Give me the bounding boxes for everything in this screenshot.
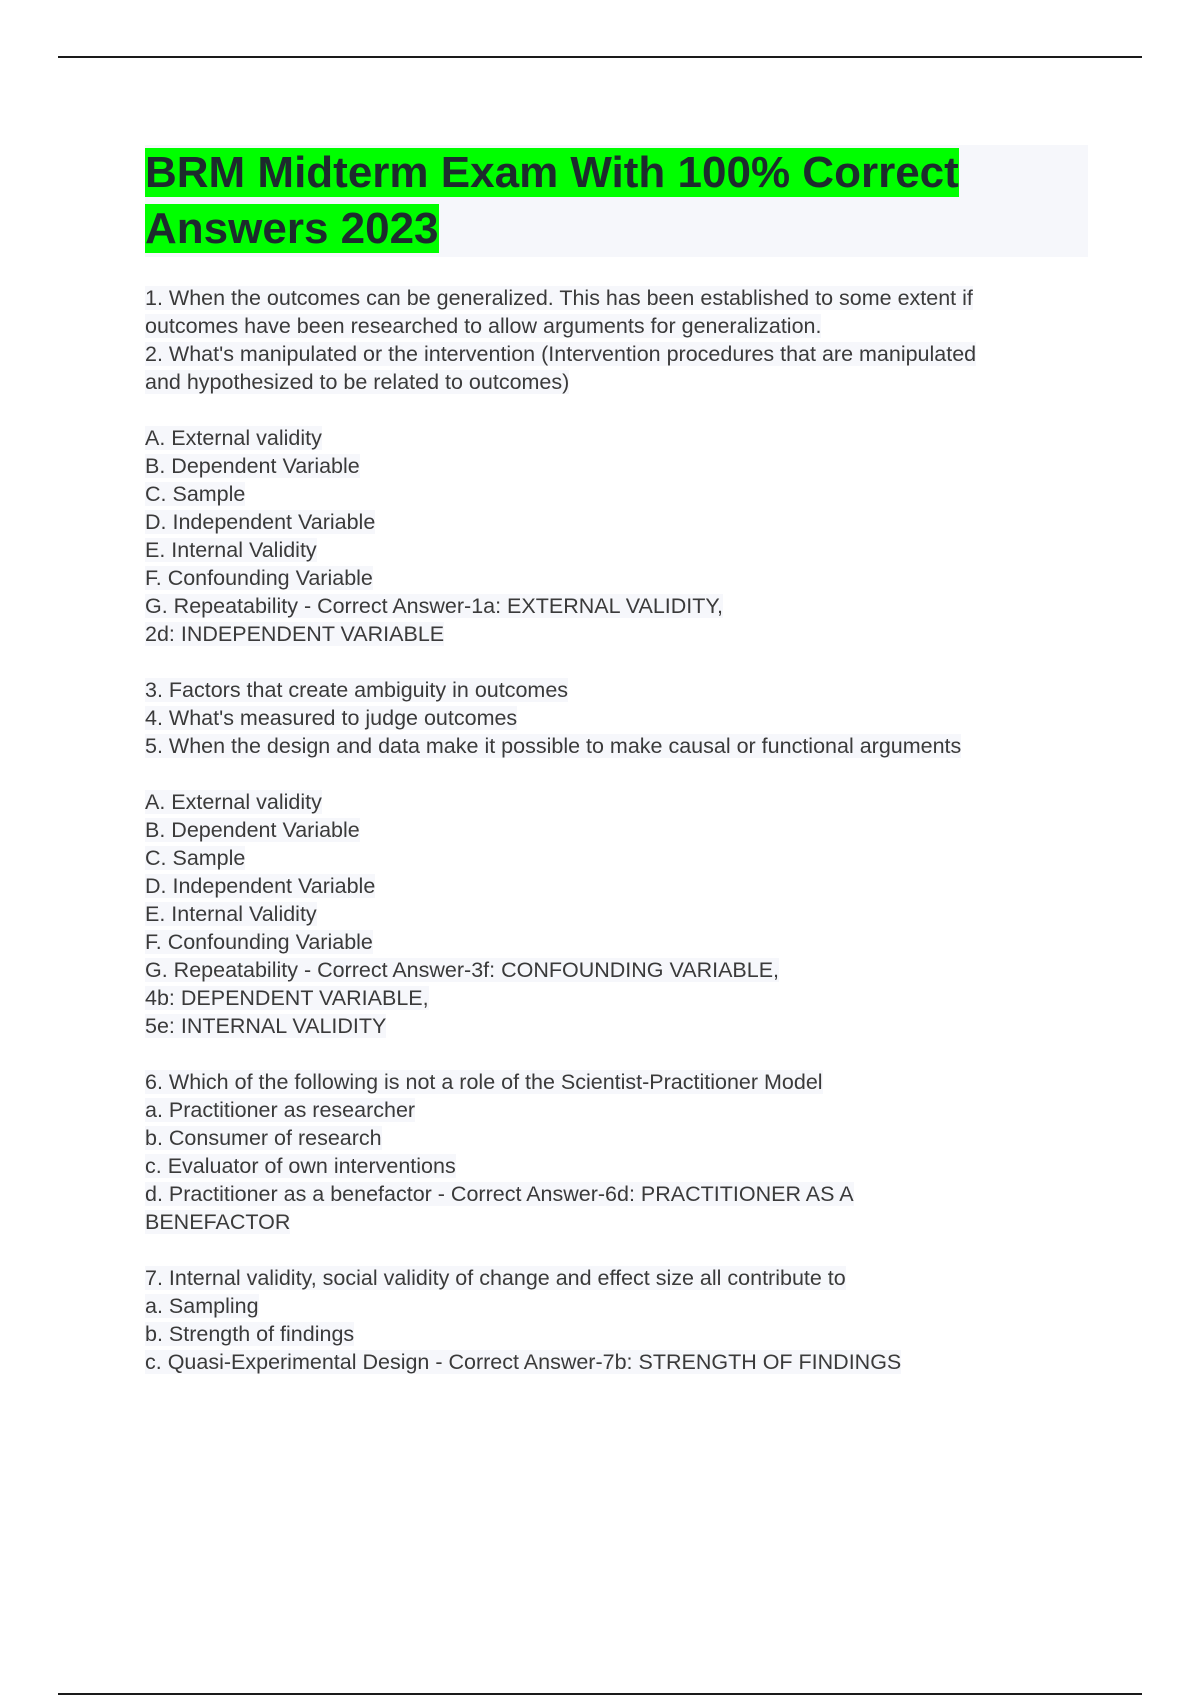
text-line-content: BENEFACTOR [145,1210,291,1234]
text-line [145,1152,1105,1180]
question-block [145,284,1105,396]
text-line-content: 5e: INTERNAL VALIDITY [145,1014,387,1038]
text-line-content: G. Repeatability - Correct Answer-3f: CONFOUNDING VARIABLE, [145,958,780,982]
text-line [145,1124,1105,1152]
text-line-content: a. Sampling [145,1294,259,1318]
text-line [145,340,1105,368]
text-line [145,732,1105,760]
text-line [145,1208,1105,1236]
footer-rule [58,1693,1142,1695]
text-line [145,816,1105,844]
text-line [145,900,1105,928]
text-line-content: b. Strength of findings [145,1322,355,1346]
text-line [145,1068,1105,1096]
text-line [145,844,1105,872]
text-line-content: 6. Which of the following is not a role of the Scientist-Practitioner Model [145,1070,823,1094]
text-line [145,676,1105,704]
text-line-content: C. Sample [145,482,246,506]
text-line [145,424,1105,452]
text-line-content: A. External validity [145,426,322,450]
text-line-content: 5. When the design and data make it possible to make causal or functional arguments [145,734,962,758]
question-block [145,676,1105,760]
text-line [145,788,1105,816]
text-line-content: 3. Factors that create ambiguity in outcomes [145,678,569,702]
text-line [145,956,1105,984]
header-rule [58,56,1142,58]
text-line-content: D. Independent Variable [145,874,376,898]
text-line [145,620,1105,648]
text-line [145,592,1105,620]
text-line-content: F. Confounding Variable [145,930,373,954]
text-line-content: 1. When the outcomes can be generalized. This has been established to some extent if [145,286,973,310]
text-line [145,368,1105,396]
title-block [145,145,1088,257]
text-line [145,1320,1105,1348]
text-line-content: 7. Internal validity, social validity of change and effect size all contribute to [145,1266,846,1290]
block-gap [145,396,1105,424]
document-body [145,284,1105,1376]
text-line-content: F. Confounding Variable [145,566,373,590]
text-line-content: A. External validity [145,790,322,814]
title-line-1: BRM Midterm Exam With 100% Correct [145,148,959,197]
text-line-content: a. Practitioner as researcher [145,1098,416,1122]
text-line [145,508,1105,536]
text-line [145,1292,1105,1320]
text-line-content: E. Internal Validity [145,902,317,926]
text-line [145,1180,1105,1208]
question-block [145,788,1105,1040]
text-line [145,312,1105,340]
text-line [145,480,1105,508]
question-block [145,1068,1105,1236]
text-line [145,284,1105,312]
text-line-content: B. Dependent Variable [145,454,360,478]
question-block [145,424,1105,648]
text-line-content: and hypothesized to be related to outcomes) [145,370,570,394]
text-line-content: b. Consumer of research [145,1126,382,1150]
text-line [145,704,1105,732]
text-line [145,1264,1105,1292]
text-line [145,1012,1105,1040]
text-line-content: outcomes have been researched to allow arguments for generalization. [145,314,822,338]
text-line [145,872,1105,900]
text-line [145,564,1105,592]
block-gap [145,760,1105,788]
text-line-content: 2. What's manipulated or the intervention (Intervention procedures that are manipulated [145,342,977,366]
text-line [145,452,1105,480]
text-line-content: c. Quasi-Experimental Design - Correct Answer-7b: STRENGTH OF FINDINGS [145,1350,902,1374]
question-block [145,1264,1105,1376]
text-line-content: G. Repeatability - Correct Answer-1a: EXTERNAL VALIDITY, [145,594,723,618]
text-line-content: C. Sample [145,846,246,870]
text-line-content: 4b: DEPENDENT VARIABLE, [145,986,429,1010]
text-line-content: D. Independent Variable [145,510,376,534]
block-gap [145,1236,1105,1264]
text-line [145,1348,1105,1376]
text-line-content: 4. What's measured to judge outcomes [145,706,518,730]
text-line-content: B. Dependent Variable [145,818,360,842]
document-title [145,145,1088,257]
text-line-content: d. Practitioner as a benefactor - Correct Answer-6d: PRACTITIONER AS A [145,1182,854,1206]
text-line [145,536,1105,564]
text-line-content: c. Evaluator of own interventions [145,1154,456,1178]
text-line-content: 2d: INDEPENDENT VARIABLE [145,622,445,646]
text-line [145,984,1105,1012]
text-line [145,1096,1105,1124]
block-gap [145,1040,1105,1068]
block-gap [145,648,1105,676]
text-line-content: E. Internal Validity [145,538,317,562]
text-line [145,928,1105,956]
title-line-2: Answers 2023 [145,204,439,253]
